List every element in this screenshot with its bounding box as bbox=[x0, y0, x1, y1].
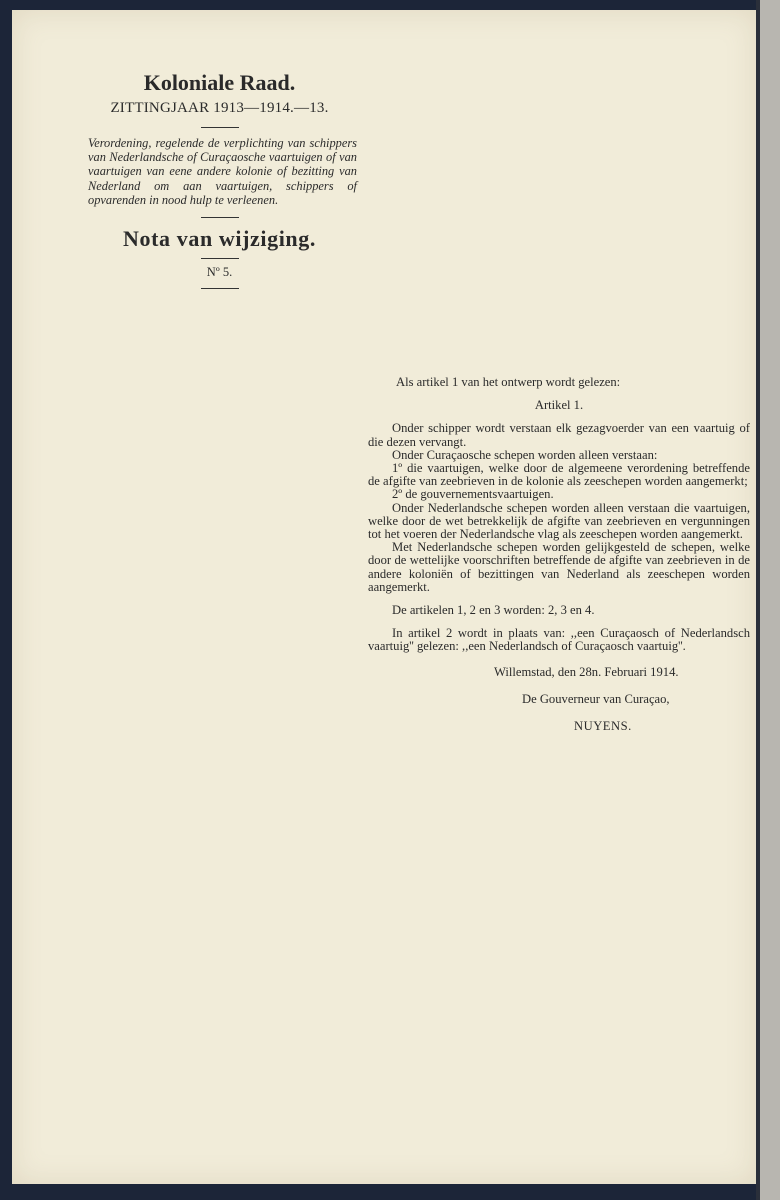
paragraph: Met Nederlandsche schepen worden gelijkgesteld de schepen, welke door de wettelijke voorschriften betreffende de afgifte van zeebrieven in de andere koloniën of bezittingen van Nederland als zeeschepen worden aangemerkt. bbox=[368, 540, 750, 594]
place-date: Willemstad, den 28n. Februari 1914. bbox=[494, 664, 679, 679]
session-year: ZITTINGJAAR 1913—1914.—13. bbox=[110, 100, 329, 116]
renumber-paragraph: De artikelen 1, 2 en 3 worden: 2, 3 en 4. bbox=[392, 603, 595, 618]
divider-rule bbox=[201, 258, 239, 259]
scanner-edge bbox=[756, 0, 780, 1200]
main-text bbox=[368, 376, 750, 733]
page-title: Koloniale Raad. bbox=[143, 70, 296, 95]
intro-line: Als artikel 1 van het ontwerp wordt gelezen: bbox=[396, 375, 621, 389]
divider-rule bbox=[201, 288, 239, 289]
signatory-office: De Gouverneur van Curaçao, bbox=[522, 691, 670, 706]
left-column bbox=[82, 70, 357, 289]
nota-number: Nº 5. bbox=[206, 265, 233, 280]
nota-title: Nota van wijziging. bbox=[123, 226, 316, 252]
divider-rule bbox=[201, 127, 239, 128]
divider-rule bbox=[201, 217, 239, 218]
paragraph: Onder Nederlandsche schepen worden alleen verstaan die vaartuigen, welke door de wet betrekkelijk de afgifte van zeebrieven en vergunningen tot het voeren der Nederlandsche vlag als zeeschepen worden aangemerkt. bbox=[368, 500, 750, 542]
paragraph: Onder Curaçaosche schepen worden alleen verstaan: bbox=[392, 447, 658, 462]
paragraph: 1º die vaartuigen, welke door de algemeene verordening betreffende de afgifte van zeebrieven in de kolonie als zeeschepen worden aangemerkt; bbox=[368, 461, 750, 489]
ordinance-subject: Verordening, regelende de verplichting van schippers van Nederlandsche of Curaçaosche vaartuigen of van vaartuigen van eene andere kolonie of bezitting van Nederland om aan vaartuigen, schippers of opvarenden in nood hulp te verleenen. bbox=[88, 136, 357, 207]
paragraph: Onder schipper wordt verstaan elk gezagvoerder van een vaartuig of die dezen vervangt. bbox=[368, 421, 750, 449]
paragraph: 2º de gouvernementsvaartuigen. bbox=[392, 487, 554, 502]
article-heading: Artikel 1. bbox=[534, 398, 584, 413]
signatory-name: NUYENS. bbox=[574, 719, 632, 734]
amendment-paragraph: In artikel 2 wordt in plaats van: ,,een Curaçaosch of Nederlandsch vaartuig'' gelezen: ,,een Nederlandsch of Curaçaosch vaartuig''. bbox=[368, 626, 750, 654]
document-page bbox=[12, 10, 756, 1184]
